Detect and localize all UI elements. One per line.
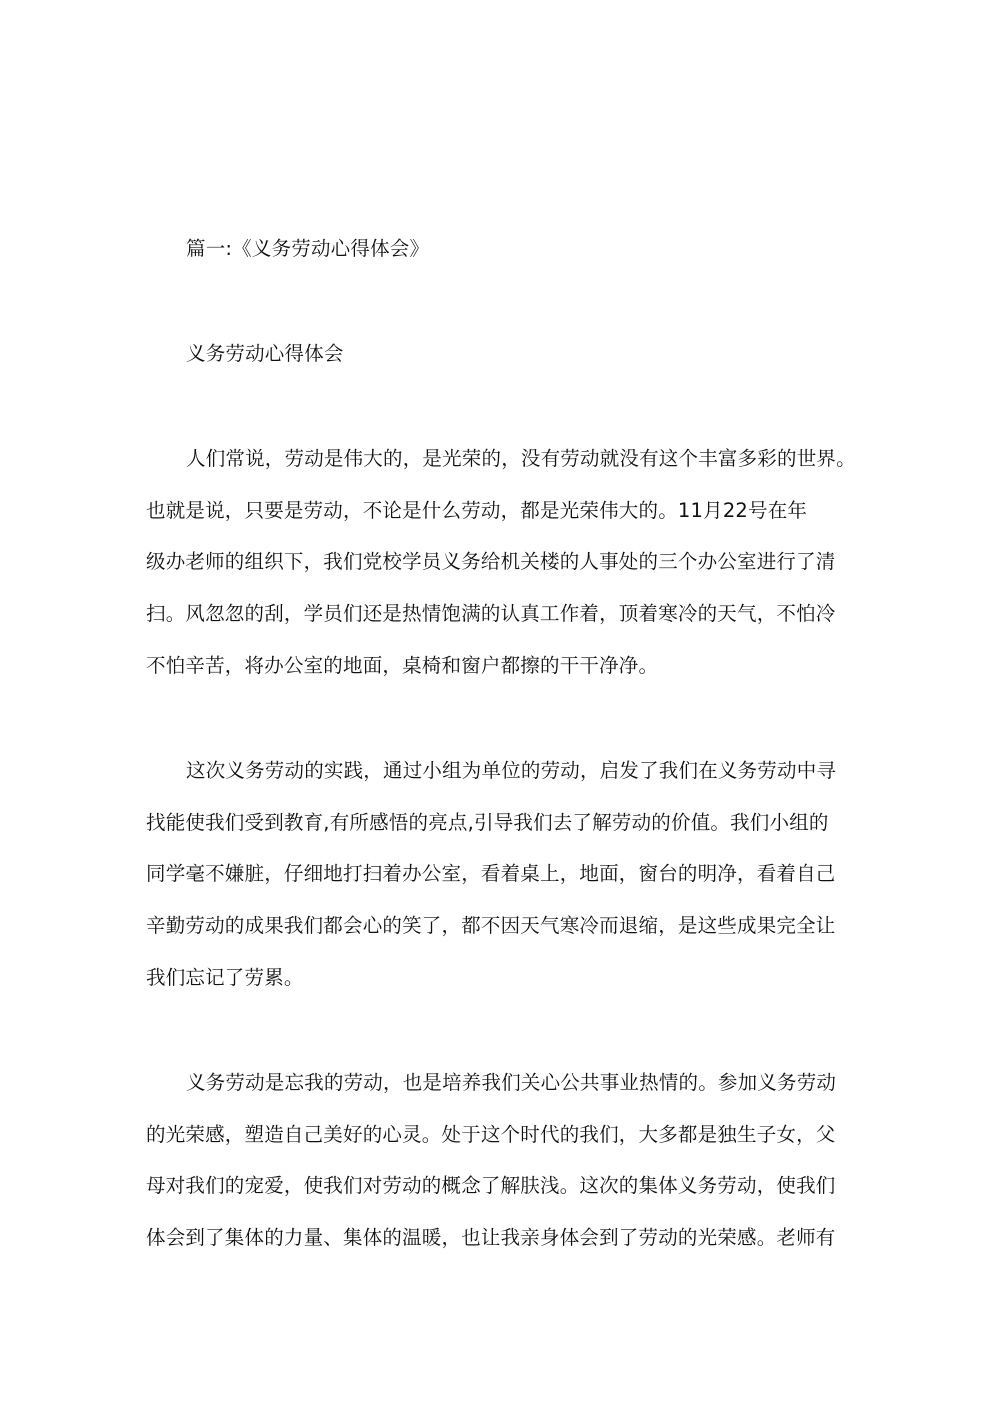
paragraph-line: 辛勤劳动的成果我们都会心的笑了，都不因天气寒冷而退缩，是这些成果完全让 [146, 914, 836, 937]
paragraph-line: 同学毫不嫌脏，仔细地打扫着办公室，看着桌上，地面，窗台的明净，看着自己 [146, 862, 836, 885]
paragraph-line: 找能使我们受到教育,有所感悟的亮点,引导我们去了解劳动的价值。我们小组的 [146, 811, 829, 834]
paragraph-line: 体会到了集体的力量、集体的温暖，也让我亲身体会到了劳动的光荣感。老师有 [146, 1226, 836, 1249]
paragraph-line: 这次义务劳动的实践，通过小组为单位的劳动，启发了我们在义务劳动中寻 [186, 759, 837, 782]
paragraph-line: 的光荣感，塑造自己美好的心灵。处于这个时代的我们，大多都是独生子女，父 [146, 1123, 836, 1146]
paragraph-line: 母对我们的宠爱，使我们对劳动的概念了解肤浅。这次的集体义务劳动，使我们 [146, 1174, 836, 1197]
paragraph-line: 不怕辛苦，将办公室的地面，桌椅和窗户都擦的干干净净。 [146, 654, 659, 677]
paragraph-line: 义务劳动是忘我的劳动，也是培养我们关心公共事业热情的。参加义务劳动 [186, 1071, 837, 1094]
paragraph-line: 我们忘记了劳累。 [146, 966, 304, 989]
section-title: 篇一:《义务劳动心得体会》 [186, 237, 430, 260]
paragraph-line: 级办老师的组织下，我们党校学员义务给机关楼的人事处的三个办公室进行了清 [146, 550, 836, 573]
paragraph-line: 扫。风忽忽的刮，学员们还是热情饱满的认真工作着，顶着寒冷的天气，不怕冷 [146, 602, 836, 625]
article-title: 义务劳动心得体会 [186, 342, 344, 365]
paragraph-line: 人们常说，劳动是伟大的，是光荣的，没有劳动就没有这个丰富多彩的世界。 [186, 447, 856, 470]
paragraph-line: 也就是说，只要是劳动，不论是什么劳动，都是光荣伟大的。11月22号在年 [146, 499, 808, 522]
